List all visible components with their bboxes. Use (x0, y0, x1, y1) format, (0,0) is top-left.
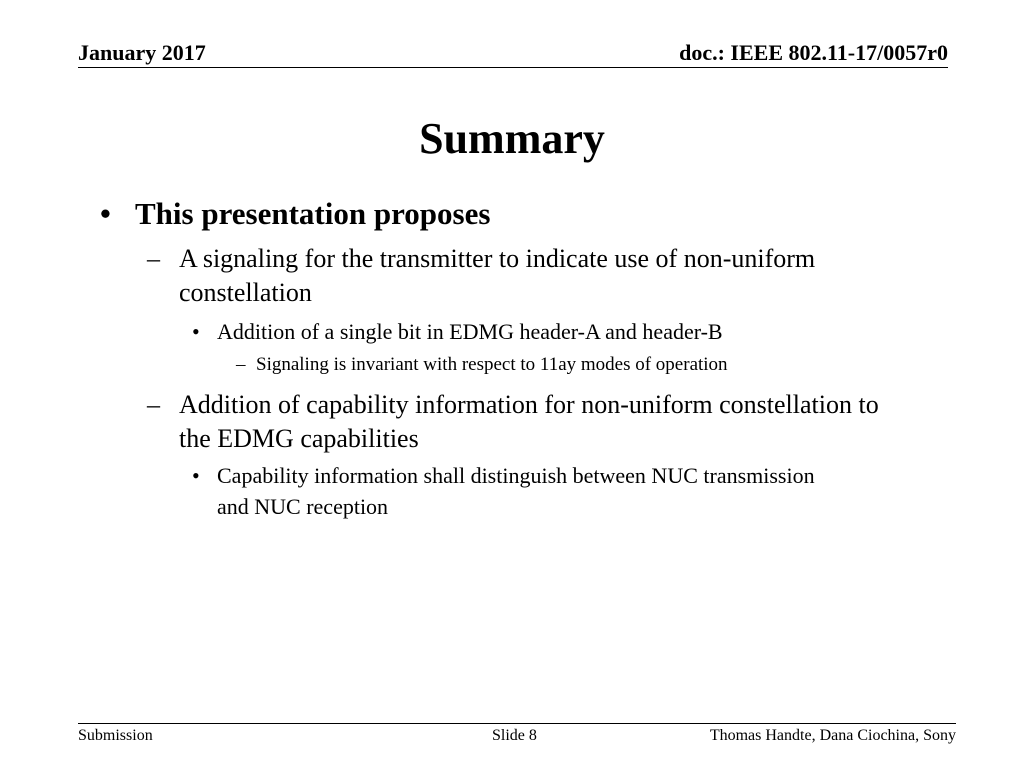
bullet-l1: This presentation proposes (135, 196, 491, 231)
bullet-l2-first-line1: A signaling for the transmitter to indicate use of non-uniform (179, 244, 816, 273)
bullet-marker: • (100, 196, 111, 231)
footer-submission: Submission (78, 727, 153, 744)
bullet-marker: • (192, 463, 200, 488)
bullet-l3-second-line1: Capability information shall distinguish between NUC transmission (217, 463, 815, 488)
footer-divider (78, 723, 956, 724)
bullet-l2-first-line2: constellation (179, 278, 312, 307)
bullet-l2-second-line1: Addition of capability information for non-uniform constellation to (179, 390, 879, 419)
bullet-l3-second-line2: and NUC reception (217, 494, 389, 519)
bullet-l3-first: Addition of a single bit in EDMG header-A and header-B (217, 319, 723, 344)
header-date: January 2017 (78, 40, 206, 65)
bullet-l4: Signaling is invariant with respect to 11ay modes of operation (256, 354, 728, 375)
footer-slide-number: Slide 8 (492, 727, 537, 744)
bullet-l2-second-line2: the EDMG capabilities (179, 424, 419, 453)
header-divider (78, 67, 948, 68)
footer-authors: Thomas Handte, Dana Ciochina, Sony (709, 727, 956, 744)
dash-marker: – (236, 354, 246, 375)
slide-title: Summary (419, 114, 605, 163)
dash-marker: – (147, 390, 160, 419)
dash-marker: – (147, 244, 160, 273)
header-doc-id: doc.: IEEE 802.11-17/0057r0 (679, 40, 948, 65)
bullet-marker: • (192, 319, 200, 344)
